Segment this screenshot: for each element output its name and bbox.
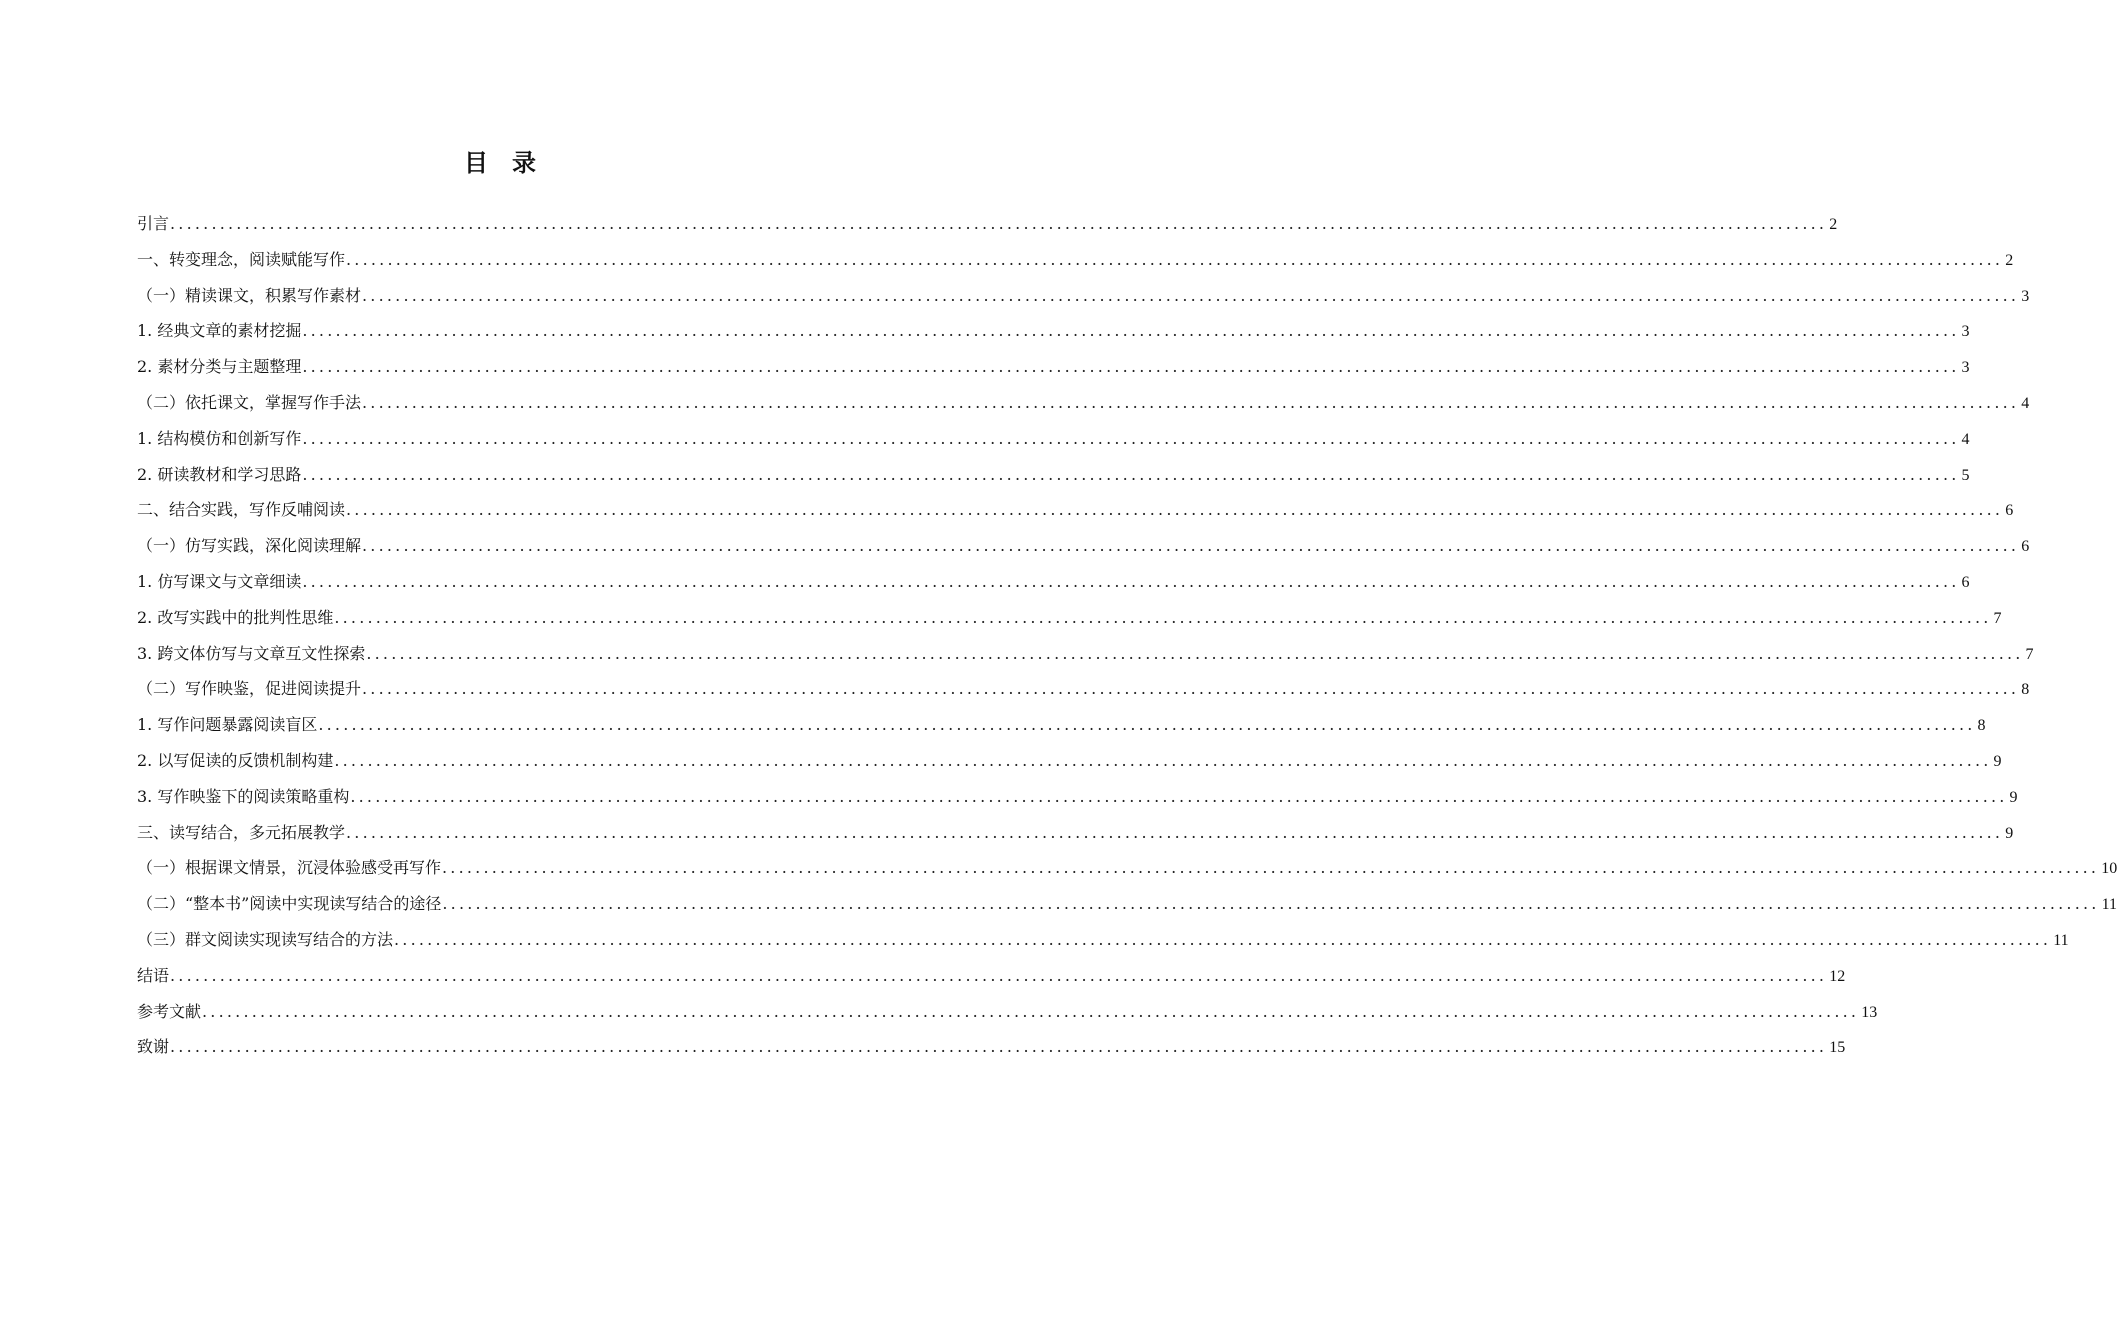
dot-leader: ........................................................................................................................................................................................................: [362, 285, 2020, 305]
toc-entry[interactable]: [137, 492, 2014, 528]
dot-leader: ........................................................................................................................................................................................................: [362, 536, 2020, 556]
toc-entry[interactable]: [137, 958, 1846, 994]
toc-entry-page: 9: [2009, 788, 2018, 806]
toc-entry-label: 2. 以写促读的反馈机制构建: [137, 750, 334, 770]
toc-entry-page: 8: [1977, 717, 1986, 735]
toc-entry-page: 6: [1961, 573, 1970, 591]
toc-entry-label: （一）精读课文，积累写作素材: [137, 285, 362, 305]
toc-entry[interactable]: [137, 385, 2030, 421]
dot-leader: ........................................................................................................................................................................................................: [170, 1037, 1828, 1057]
toc-entry-page: 11: [2053, 931, 2069, 949]
toc-entry-page: 4: [2021, 394, 2030, 412]
toc-entry-page: 6: [2005, 502, 2014, 520]
dot-leader: ........................................................................................................................................................................................................: [302, 321, 1960, 341]
toc-entry-label: 参考文献: [137, 1001, 202, 1021]
toc-entry-label: （三）群文阅读实现读写结合的方法: [137, 929, 394, 949]
toc-entry[interactable]: [137, 1029, 1846, 1065]
dot-leader: ........................................................................................................................................................................................................: [442, 894, 2100, 914]
toc-entry-page: 7: [1993, 609, 2002, 627]
dot-leader: ........................................................................................................................................................................................................: [394, 929, 2052, 949]
toc-entry-label: 1. 经典文章的素材挖掘: [137, 321, 302, 341]
dot-leader: ........................................................................................................................................................................................................: [346, 249, 2004, 269]
toc-entry[interactable]: [137, 600, 2002, 636]
toc-entry[interactable]: [137, 886, 2117, 922]
toc-entry[interactable]: [137, 707, 1986, 743]
dot-leader: ........................................................................................................................................................................................................: [442, 858, 2100, 878]
toc-entry-label: （一）仿写实践，深化阅读理解: [137, 536, 362, 556]
toc-entry[interactable]: [137, 206, 1838, 242]
toc-entry-page: 11: [2101, 896, 2117, 914]
toc-entry-page: 2: [1829, 216, 1838, 233]
toc-entry-page: 6: [2021, 538, 2030, 556]
toc-entry[interactable]: [137, 349, 1970, 385]
dot-leader: ........................................................................................................................................................................................................: [350, 786, 2008, 806]
dot-leader: ........................................................................................................................................................................................................: [362, 392, 2020, 412]
toc-entry-page: 3: [1961, 323, 1970, 341]
dot-leader: ........................................................................................................................................................................................................: [346, 822, 2004, 842]
dot-leader: ........................................................................................................................................................................................................: [302, 428, 1960, 448]
toc-entry[interactable]: [137, 457, 1970, 493]
toc-entry[interactable]: [137, 850, 2117, 886]
toc-entry-label: 三、读写结合，多元拓展教学: [137, 822, 346, 842]
toc-entry-label: 1. 结构模仿和创新写作: [137, 428, 302, 448]
toc-entry-page: 2: [2005, 251, 2014, 269]
page-title: [0, 143, 1000, 178]
toc-entry-page: 9: [1993, 752, 2002, 770]
toc-entry-label: 2. 改写实践中的批判性思维: [137, 607, 334, 627]
title-char: 录: [512, 149, 536, 177]
toc-entry-label: （二）依托课文，掌握写作手法: [137, 392, 362, 412]
dot-leader: ........................................................................................................................................................................................................: [334, 750, 1992, 770]
dot-leader: ........................................................................................................................................................................................................: [202, 1001, 1860, 1021]
toc-entry-page: 4: [1961, 430, 1970, 448]
dot-leader: ........................................................................................................................................................................................................: [302, 571, 1960, 591]
toc-entry[interactable]: [137, 313, 1970, 349]
toc-entry-label: （二）写作映鉴，促进阅读提升: [137, 679, 362, 699]
toc-entry-page: 3: [2021, 287, 2030, 305]
toc-entry[interactable]: [137, 994, 1878, 1030]
dot-leader: ........................................................................................................................................................................................................: [170, 214, 1828, 233]
toc-entry[interactable]: [137, 671, 2030, 707]
toc-entry-label: 1. 仿写课文与文章细读: [137, 571, 302, 591]
toc-entry-page: 10: [2101, 860, 2117, 878]
toc-entry-page: 8: [2021, 681, 2030, 699]
dot-leader: ........................................................................................................................................................................................................: [170, 965, 1828, 985]
toc-entry[interactable]: [137, 815, 2014, 851]
toc-entry[interactable]: [137, 564, 1970, 600]
toc-entry-label: （二）“整本书”阅读中实现读写结合的途径: [137, 894, 442, 914]
toc-entry[interactable]: [137, 922, 2069, 958]
toc-entry-label: 结语: [137, 965, 170, 985]
dot-leader: ........................................................................................................................................................................................................: [334, 607, 1992, 627]
toc-entry-label: 1. 写作问题暴露阅读盲区: [137, 715, 318, 735]
toc-entry[interactable]: [137, 242, 2014, 278]
dot-leader: ........................................................................................................................................................................................................: [302, 357, 1960, 377]
toc-entry-label: 2. 素材分类与主题整理: [137, 357, 302, 377]
toc-entry-page: 12: [1829, 967, 1846, 985]
toc-entry[interactable]: [137, 636, 2034, 672]
dot-leader: ........................................................................................................................................................................................................: [346, 500, 2004, 520]
toc-entry-label: 致谢: [137, 1037, 170, 1057]
toc-entry-page: 15: [1829, 1039, 1846, 1057]
toc-entry-page: 9: [2005, 824, 2014, 842]
toc-entry-label: 二、结合实践，写作反哺阅读: [137, 500, 346, 520]
toc-entry-page: 13: [1861, 1003, 1878, 1021]
title-char: 目: [464, 149, 488, 177]
toc-entry-label: 2. 研读教材和学习思路: [137, 464, 302, 484]
toc-entry[interactable]: [137, 278, 2030, 314]
toc-entry-label: 3. 写作映鉴下的阅读策略重构: [137, 786, 350, 806]
toc-entry-label: （一）根据课文情景，沉浸体验感受再写作: [137, 858, 442, 878]
toc-entry[interactable]: [137, 421, 1970, 457]
toc-entry-label: 3. 跨文体仿写与文章互文性探索: [137, 643, 366, 663]
toc-entry-label: 一、转变理念，阅读赋能写作: [137, 249, 346, 269]
table-of-contents: [137, 206, 2117, 1065]
toc-entry[interactable]: [137, 779, 2018, 815]
toc-entry-label: 引言: [137, 214, 170, 233]
dot-leader: ........................................................................................................................................................................................................: [362, 679, 2020, 699]
toc-entry-page: 3: [1961, 359, 1970, 377]
dot-leader: ........................................................................................................................................................................................................: [366, 643, 2024, 663]
dot-leader: ........................................................................................................................................................................................................: [302, 464, 1960, 484]
toc-entry-page: 5: [1961, 466, 1970, 484]
toc-entry-page: 7: [2025, 645, 2034, 663]
toc-entry[interactable]: [137, 528, 2030, 564]
toc-entry[interactable]: [137, 743, 2002, 779]
dot-leader: ........................................................................................................................................................................................................: [318, 715, 1976, 735]
